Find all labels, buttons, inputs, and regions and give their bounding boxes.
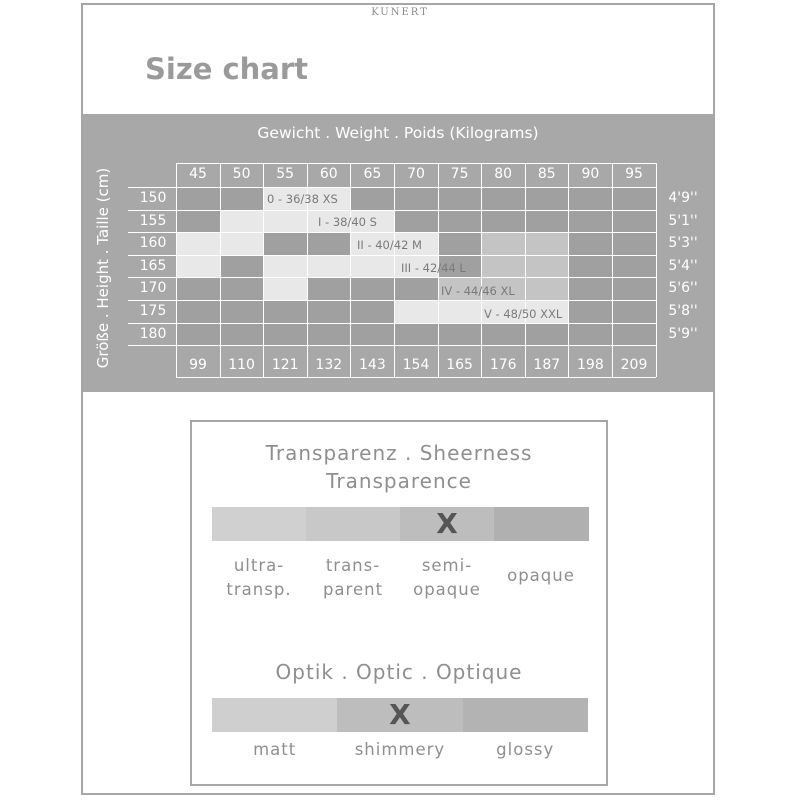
size-cell [176, 210, 220, 233]
sheerness-segment [306, 507, 401, 541]
size-label: III - 42/44 L [401, 261, 466, 275]
weight-kg-label: 75 [450, 166, 469, 182]
size-cell [568, 323, 612, 346]
size-cell [176, 255, 220, 278]
weight-kg-label: 90 [581, 166, 600, 182]
size-cell [568, 187, 612, 210]
height-cm-label: 180 [139, 325, 167, 342]
weight-kg-label: 80 [494, 166, 513, 182]
grid-line [176, 377, 656, 378]
height-imperial-label: 5'9'' [668, 325, 698, 342]
weight-kg-label: 85 [537, 166, 556, 182]
size-cell [612, 323, 656, 346]
size-cell [394, 300, 438, 323]
size-cell [525, 232, 569, 255]
weight-lbs-label: 110 [228, 357, 255, 373]
size-cell [438, 232, 482, 255]
height-cm-label: 175 [139, 303, 167, 319]
sheerness-option-label: trans- [325, 556, 381, 575]
size-cell [263, 255, 307, 278]
weight-lbs-label: 99 [189, 357, 207, 373]
size-cell [220, 187, 264, 210]
sheerness-option-label: opaque [507, 566, 575, 585]
size-cell [307, 323, 351, 346]
height-imperial-label: 5'6'' [668, 280, 698, 297]
size-cell [176, 187, 220, 210]
weight-kg-label: 60 [319, 166, 338, 182]
size-cell [220, 300, 264, 323]
size-cell [612, 300, 656, 323]
size-cell [525, 210, 569, 233]
size-cell [307, 277, 351, 300]
size-cell [481, 323, 525, 346]
size-cell [525, 187, 569, 210]
weight-lbs-label: 132 [315, 357, 343, 373]
size-cell [612, 232, 656, 255]
size-cell [438, 210, 482, 233]
size-cell [525, 277, 569, 300]
height-imperial-label: 5'3'' [668, 235, 698, 252]
size-cell [394, 323, 438, 346]
sheerness-option-label: transp. [226, 580, 292, 599]
size-cell [220, 232, 264, 255]
height-cm-label: 150 [139, 190, 167, 206]
size-label: V - 48/50 XXL [484, 307, 563, 321]
size-cell [612, 187, 656, 210]
size-label: I - 38/40 S [318, 215, 377, 229]
sheerness-option-label: ultra- [233, 556, 285, 575]
weight-kg-label: 70 [407, 166, 425, 182]
weight-lbs-label: 143 [359, 357, 386, 373]
size-cell [350, 300, 394, 323]
weight-kg-label: 65 [363, 166, 382, 182]
size-cell [525, 255, 569, 278]
weight-kg-label: 50 [232, 166, 251, 182]
size-cell [438, 187, 482, 210]
sheerness-segment [212, 507, 307, 541]
size-cell [263, 232, 307, 255]
sheerness-selected-mark: X [436, 507, 458, 540]
size-cell [481, 255, 525, 278]
sheerness-option-label: opaque [413, 580, 481, 599]
height-imperial-label: 5'4'' [668, 257, 698, 274]
grid-line [656, 187, 657, 345]
size-cell [350, 277, 394, 300]
grid-line [128, 300, 656, 301]
size-cell [568, 277, 612, 300]
brand-logo: KUNERT [371, 7, 429, 18]
optic-selected-mark: X [389, 698, 411, 731]
height-axis-title: Größe . Height . Taille (cm) [94, 167, 112, 369]
size-cell [612, 210, 656, 233]
weight-kg-label: 95 [625, 166, 643, 182]
size-cell [568, 232, 612, 255]
weight-lbs-label: 176 [489, 357, 517, 373]
size-cell [307, 255, 351, 278]
weight-lbs-label: 187 [533, 357, 561, 373]
height-cm-label: 160 [139, 235, 167, 252]
optic-option-label: shimmery [354, 740, 446, 759]
size-cell [220, 277, 264, 300]
size-cell [568, 300, 612, 323]
size-cell [307, 300, 351, 323]
size-cell [612, 255, 656, 278]
size-cell [220, 255, 264, 278]
sheerness-segment [494, 507, 589, 541]
size-cell [568, 210, 612, 233]
weight-lbs-label: 209 [620, 357, 648, 373]
page-title: Size chart [145, 52, 309, 86]
grid-line [128, 232, 656, 233]
size-cell [612, 277, 656, 300]
weight-kg-label: 45 [189, 166, 207, 182]
sheerness-title-line2: Transparence [326, 469, 472, 493]
height-imperial-label: 5'1'' [668, 212, 698, 229]
size-cell [176, 232, 220, 255]
height-cm-label: 165 [139, 257, 167, 274]
size-cell [350, 255, 394, 278]
grid-line [128, 323, 656, 324]
size-cell [481, 210, 525, 233]
size-cell [568, 255, 612, 278]
size-cell [176, 300, 220, 323]
grid-line [128, 277, 656, 278]
size-cell [263, 210, 307, 233]
size-cell [394, 277, 438, 300]
optic-option-label: glossy [496, 740, 555, 759]
size-cell [220, 210, 264, 233]
optic-segment [212, 698, 338, 732]
weight-lbs-label: 198 [577, 357, 604, 373]
weight-axis-title: Gewicht . Weight . Poids (Kilograms) [257, 124, 539, 142]
height-imperial-label: 5'8'' [668, 303, 698, 319]
size-cell [350, 187, 394, 210]
size-cell [263, 300, 307, 323]
size-cell [438, 323, 482, 346]
size-cell [307, 232, 351, 255]
height-cm-label: 170 [139, 280, 167, 297]
size-cell [176, 323, 220, 346]
sheerness-title-line1: Transparenz . Sheerness [265, 441, 533, 465]
grid-line [128, 255, 656, 256]
weight-kg-label: 55 [276, 166, 295, 182]
size-cell [350, 323, 394, 346]
size-cell [263, 323, 307, 346]
size-cell [525, 323, 569, 346]
size-cell [481, 187, 525, 210]
grid-line [128, 345, 656, 346]
optic-option-label: matt [253, 740, 297, 759]
optic-segment [463, 698, 589, 732]
size-cell [481, 232, 525, 255]
size-cell [438, 300, 482, 323]
size-cell [263, 277, 307, 300]
size-cell [394, 210, 438, 233]
weight-lbs-label: 165 [446, 357, 473, 373]
weight-lbs-label: 154 [402, 357, 430, 373]
sheerness-option-label: semi- [421, 556, 473, 575]
grid-line [128, 187, 656, 188]
size-label: 0 - 36/38 XS [267, 192, 338, 206]
height-imperial-label: 4'9'' [668, 190, 698, 206]
size-cell [176, 277, 220, 300]
weight-lbs-label: 121 [271, 357, 299, 373]
size-cell [220, 323, 264, 346]
optic-title: Optik . Optic . Optique [275, 660, 523, 684]
size-label: II - 40/42 M [357, 238, 422, 252]
height-cm-label: 155 [139, 212, 167, 229]
grid-line [128, 210, 656, 211]
size-label: IV - 44/46 XL [441, 284, 515, 298]
size-cell [394, 187, 438, 210]
sheerness-option-label: parent [322, 580, 384, 599]
